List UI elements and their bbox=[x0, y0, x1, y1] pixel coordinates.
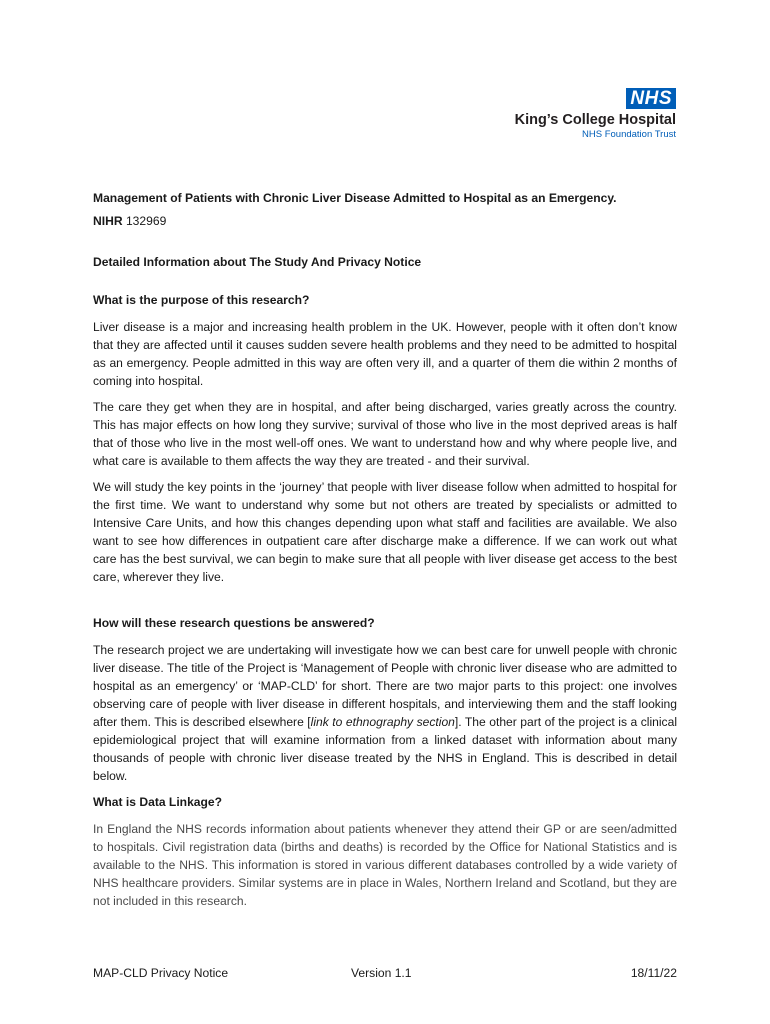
section-heading-purpose: What is the purpose of this research? bbox=[93, 293, 310, 307]
paragraph bbox=[93, 641, 677, 785]
document-title: Management of Patients with Chronic Liver Disease Admitted to Hospital as an Emergency. bbox=[93, 191, 617, 205]
org-subtitle: NHS Foundation Trust bbox=[582, 129, 676, 140]
org-name: King’s College Hospital bbox=[514, 112, 676, 128]
kings-college-hospital-logo bbox=[515, 88, 676, 140]
paragraph: The care they get when they are in hospital, and after being discharged, varies greatly across the country. This has major effects on how long they survive; survival of those who live in the most deprived areas is half that of those who live in the most well-off ones. We want to understand how and why where people live, and what care is available to them affects the way they are treated - and their survival. bbox=[93, 400, 677, 468]
ethnography-link-placeholder: link to ethnography section bbox=[310, 715, 455, 729]
paragraph: Liver disease is a major and increasing health problem in the UK. However, people with it often don’t know that they are affected until it causes sudden severe health problems and they need to be admitted to hospital as an emergency. People admitted in this way are often very ill, and a quarter of them die within 2 months of coming into hospital. bbox=[93, 320, 677, 388]
section-heading-method: How will these research questions be answered? bbox=[93, 616, 375, 630]
section-heading-data-linkage: What is Data Linkage? bbox=[93, 795, 223, 809]
grant-label: NIHR bbox=[93, 214, 123, 228]
grant-reference bbox=[93, 212, 677, 230]
grant-number: 132969 bbox=[125, 214, 167, 228]
paragraph-text: The research project we are undertaking will investigate how we can best care for unwell people with chronic liver disease. The title of the Project is ‘Management of People with chronic liver disease who are admitted to hospital as an emergency’ or ‘MAP-CLD’ for short. There are two major parts to this project: one involves observing care of people with liver disease in different hospitals, and interviewing them and the staff looking after them. This is described elsewhere [ bbox=[93, 643, 677, 729]
footer-document-name: MAP-CLD Privacy Notice bbox=[93, 966, 229, 980]
document-body bbox=[93, 189, 677, 910]
nhs-badge: NHS bbox=[626, 88, 676, 109]
paragraph-text: ]. The other part of the project is a clinical epidemiological project that will examine information from a linked dataset with information about many thousands of people with chronic liver disease treated by the NHS in England. This is described in detail below. bbox=[93, 715, 678, 783]
paragraph: In England the NHS records information about patients whenever they attend their GP or are seen/admitted to hospitals. Civil registration data (births and deaths) is recorded by the Office for National Statistics and is available to the NHS. This information is stored in various different databases controlled by a wide variety of NHS healthcare providers. Similar systems are in place in Wales, Northern Ireland and Scotland, but they are not included in this research. bbox=[93, 822, 677, 908]
paragraph: We will study the key points in the ‘journey’ that people with liver disease follow when admitted to hospital for the first time. We want to understand why some but not others are treated by specialists or admitted to Intensive Care Units, and how this changes depending upon what staff and facilities are available. We also want to see how differences in outpatient care after discharge make a difference. If we can work out what care has the best survival, we can begin to make sure that all people with liver disease get access to the best care, wherever they live. bbox=[93, 480, 677, 584]
document-subtitle: Detailed Information about The Study And Privacy Notice bbox=[93, 255, 422, 269]
footer-date: 18/11/22 bbox=[630, 966, 677, 980]
footer-version: Version 1.1 bbox=[351, 966, 412, 980]
